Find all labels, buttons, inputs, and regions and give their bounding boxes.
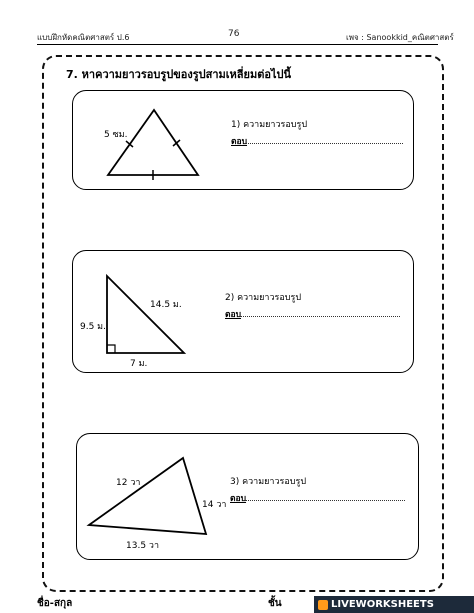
header-page-credit: เพจ : Sanookkid_คณิตศาสตร์ bbox=[346, 33, 454, 42]
side-label-1a: 5 ซม. bbox=[104, 130, 128, 140]
header-book-title: แบบฝึกหัดคณิตศาสตร์ ป.6 bbox=[37, 33, 130, 42]
footer-class-label: ชั้น bbox=[268, 598, 282, 609]
problem-1-answer-label: ตอบ bbox=[231, 137, 248, 147]
side-label-3c: 13.5 วา bbox=[126, 541, 160, 551]
liveworksheets-brand: LIVEWORKSHEETS bbox=[331, 599, 434, 610]
liveworksheets-badge[interactable] bbox=[314, 596, 474, 613]
side-label-3b: 14 วา bbox=[202, 500, 227, 510]
question-title: 7. หาความยาวรอบรูปของรูปสามเหลี่ยมต่อไปนี้ bbox=[66, 68, 292, 81]
side-label-3a: 12 วา bbox=[116, 478, 141, 488]
problem-3-title: 3) ความยาวรอบรูป bbox=[230, 477, 307, 487]
liveworksheets-logo-icon bbox=[318, 600, 328, 610]
problem-2-answer-label: ตอบ bbox=[225, 310, 242, 320]
side-label-2c: 7 ม. bbox=[130, 359, 148, 369]
side-label-2a: 14.5 ม. bbox=[150, 300, 182, 310]
problem-1-title: 1) ความยาวรอบรูป bbox=[231, 120, 308, 130]
problem-2-title: 2) ความยาวรอบรูป bbox=[225, 293, 302, 303]
problem-3-answer-line[interactable] bbox=[245, 500, 405, 501]
page-number: 76 bbox=[228, 29, 240, 39]
problem-3-answer-label: ตอบ bbox=[230, 494, 247, 504]
side-label-2b: 9.5 ม. bbox=[80, 322, 106, 332]
footer-name-label: ชื่อ-สกุล bbox=[37, 598, 73, 609]
